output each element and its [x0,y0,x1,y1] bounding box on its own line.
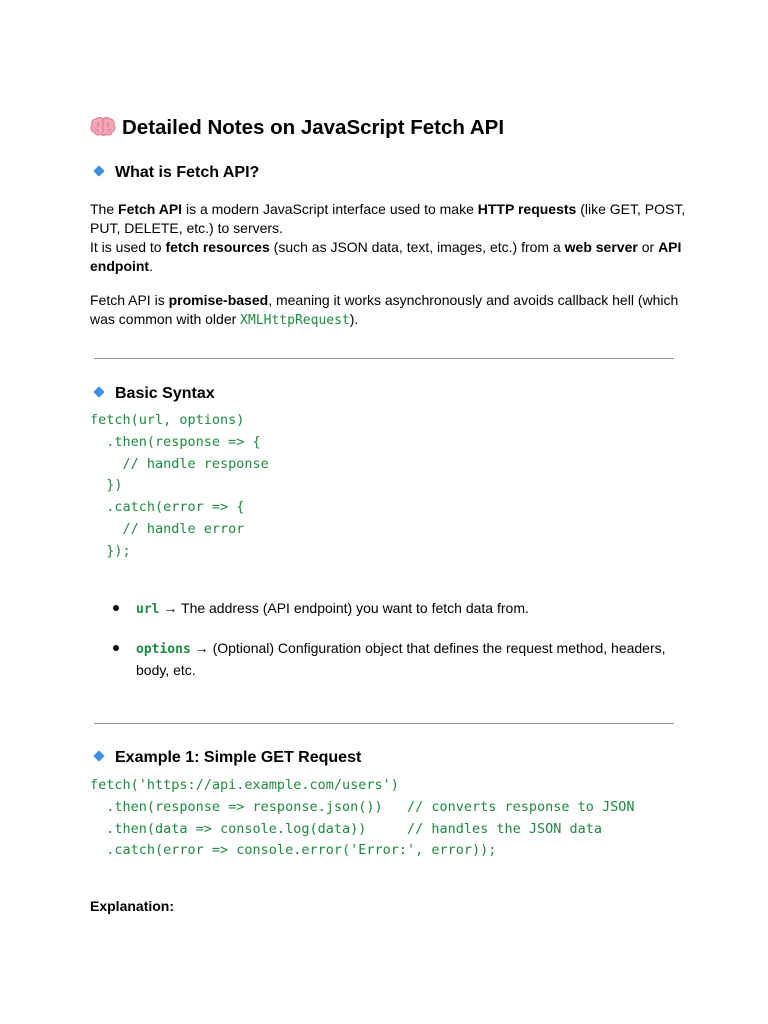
text-line: Fetch API is promise-based, meaning it works asynchronously and avoids callback hell (which [90,292,679,308]
code-line: .then(response => response.json()) // converts response to JSON [90,798,635,815]
text-line: The Fetch API is a modern JavaScript interface used to make HTTP requests (like GET, POST, [90,201,686,217]
keyword: url [136,602,160,617]
heading-text: What is Fetch API? [115,164,260,181]
text-line: It is used to fetch resources (such as JSON data, text, images, etc.) from a web server or API [90,239,682,255]
explanation-label: Explanation: [90,898,175,914]
bullet-dot-icon [113,645,119,651]
code-line: }); [90,542,131,559]
document-page: Detailed Notes on JavaScript Fetch API What is Fetch API? The Fetch API is a modern JavaScript interface used to make HTTP requests (like GET, POST, PUT, DELETE, etc.) to servers. It is used to fetch resources (such as JSON data, text, images, etc.) from a web server or API endpoint. Fetch API is promise-based, meaning it works asynchronously and avoids callback hell (which was common with older XMLHttpRequest). Basic Syntax fetch(url, options) .then(response => { // handle response }) .catch(error => { // handle error }); url → The address (API endpoint) you want to fetch data from. options → (Optional) Configuration object that defines the request method, headers, body, etc. Example 1: Simple GET Request fetch('https://api.example.com/users') .then(response => response.json()) // converts response to JSON .then(data => console.log(data)) // handles the JSON data .catch(error => console.error('Error:', error)); Explanation: [0,0,768,1024]
inline-code: XMLHttpRequest [240,313,350,328]
text-line: was common with older XMLHttpRequest). [90,311,359,328]
paragraph-promise [90,291,690,330]
page-title-text: Detailed Notes on JavaScript Fetch API [122,116,505,139]
code-line: // handle response [90,455,269,472]
code-block-syntax [90,410,269,563]
bullet-dot-icon [113,605,119,611]
code-line: fetch('https://api.example.com/users') [90,777,399,793]
heading-example-1 [95,749,361,767]
brain-icon [90,116,116,138]
code-line: fetch(url, options) [90,412,245,428]
text-line: endpoint. [90,258,153,274]
keyword: options [136,642,191,657]
paragraph-intro [90,200,690,276]
heading-text: Example 1: Simple GET Request [115,749,362,766]
diamond-bullet-icon [93,750,104,761]
code-line: .catch(error => console.error('Error:', error)); [90,842,497,859]
code-line: .then(response => { [90,433,261,450]
diamond-bullet-icon [93,386,104,397]
heading-text: Basic Syntax [115,385,215,402]
code-block-example [90,775,635,862]
text-line: PUT, DELETE, etc.) to servers. [90,220,283,236]
divider [94,358,674,359]
heading-basic-syntax [95,385,215,403]
code-line: .then(data => console.log(data)) // handles the JSON data [90,820,603,837]
divider [94,723,674,724]
code-line: // handle error [90,520,245,537]
code-line: }) [90,477,123,494]
page-title [90,116,504,140]
diamond-bullet-icon [93,165,104,176]
code-line: .catch(error => { [90,499,245,516]
heading-what-is-fetch [95,164,259,182]
